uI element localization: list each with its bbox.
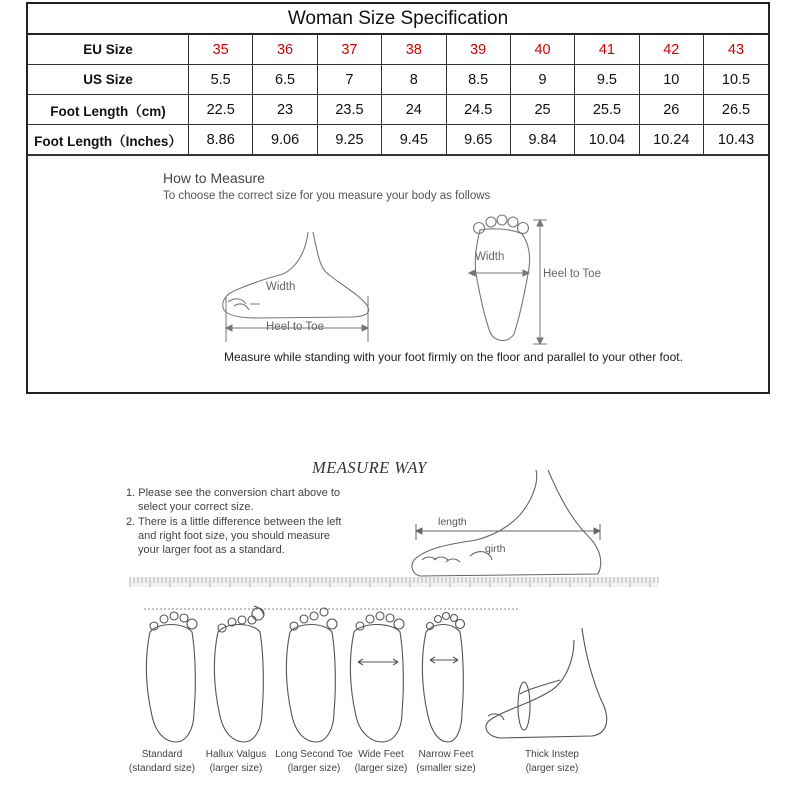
instruction-line: and right foot size, you should measure xyxy=(138,530,331,542)
length-label: length xyxy=(438,516,467,528)
table-cell: 9 xyxy=(510,65,574,95)
table-cell: 23 xyxy=(253,95,317,125)
foot-type-size: (larger size) xyxy=(354,763,408,774)
instruction-line: 2. There is a little difference between the left xyxy=(126,516,342,528)
table-cell: 5.5 xyxy=(189,65,253,95)
table-cell: 10.04 xyxy=(575,125,639,155)
foot-type-name: Thick Instep xyxy=(525,749,579,760)
table-cell: 36 xyxy=(253,35,317,65)
table-cell: 24.5 xyxy=(446,95,510,125)
table-cell: 9.25 xyxy=(317,125,381,155)
table-cell: 8.86 xyxy=(189,125,253,155)
table-cell: 8.5 xyxy=(446,65,510,95)
row-header: Foot Length（Inches） xyxy=(28,125,189,155)
table-cell: 9.65 xyxy=(446,125,510,155)
table-cell: 9.84 xyxy=(510,125,574,155)
table-title: Woman Size Specification xyxy=(28,4,768,35)
table-cell: 10.43 xyxy=(704,125,769,155)
table-cell: 40 xyxy=(510,35,574,65)
instruction-line: your larger foot as a standard. xyxy=(138,544,285,556)
side-length-label: Heel to Toe xyxy=(266,321,324,333)
foot-type-size: (larger size) xyxy=(525,763,579,774)
table-cell: 42 xyxy=(639,35,703,65)
measure-note: Measure while standing with your foot firmly on the floor and parallel to your other foot. xyxy=(224,350,683,364)
table-cell: 26.5 xyxy=(704,95,769,125)
table-cell: 25.5 xyxy=(575,95,639,125)
table-cell: 26 xyxy=(639,95,703,125)
row-header: Foot Length（cm) xyxy=(28,95,189,125)
foot-type-size: (smaller size) xyxy=(416,763,476,774)
table-cell: 37 xyxy=(317,35,381,65)
table-cell: 22.5 xyxy=(189,95,253,125)
table-cell: 9.06 xyxy=(253,125,317,155)
side-width-label: Width xyxy=(266,281,296,293)
measure-way-title: MEASURE WAY xyxy=(312,458,427,477)
row-header: EU Size xyxy=(28,35,189,65)
row-header: US Size xyxy=(28,65,189,95)
table-cell: 43 xyxy=(704,35,769,65)
foot-type-name: Narrow Feet xyxy=(418,749,474,760)
foot-type-name: Wide Feet xyxy=(358,749,404,760)
table-cell: 35 xyxy=(189,35,253,65)
foot-type-size: (standard size) xyxy=(128,763,196,774)
table-cell: 39 xyxy=(446,35,510,65)
sole-width-label: Width xyxy=(475,251,505,263)
table-cell: 9.45 xyxy=(382,125,446,155)
foot-type-thick-instep xyxy=(502,748,602,776)
table-cell: 41 xyxy=(575,35,639,65)
how-to-measure-subtitle: To choose the correct size for you measure your body as follows xyxy=(163,190,491,202)
foot-type-name: Standard xyxy=(141,749,183,760)
foot-type-narrow-feet xyxy=(396,748,496,776)
table-cell: 24 xyxy=(382,95,446,125)
table-cell: 10 xyxy=(639,65,703,95)
table-cell: 10.24 xyxy=(639,125,703,155)
girth-label: girth xyxy=(485,543,506,555)
table-cell: 25 xyxy=(510,95,574,125)
foot-type-name: Long Second Toe xyxy=(275,749,353,760)
foot-type-size: (larger size) xyxy=(209,763,263,774)
instruction-line: select your correct size. xyxy=(138,501,254,513)
foot-type-name: Hallux Valgus xyxy=(205,749,267,760)
table-cell: 7 xyxy=(317,65,381,95)
table-cell: 6.5 xyxy=(253,65,317,95)
table-cell: 9.5 xyxy=(575,65,639,95)
table-cell: 23.5 xyxy=(317,95,381,125)
table-cell: 38 xyxy=(382,35,446,65)
sole-length-label: Heel to Toe xyxy=(543,268,601,280)
foot-type-size: (larger size) xyxy=(287,763,341,774)
table-cell: 8 xyxy=(382,65,446,95)
how-to-measure-title: How to Measure xyxy=(163,170,265,186)
table-cell: 10.5 xyxy=(704,65,769,95)
instruction-line: 1. Please see the conversion chart above to xyxy=(126,487,341,499)
